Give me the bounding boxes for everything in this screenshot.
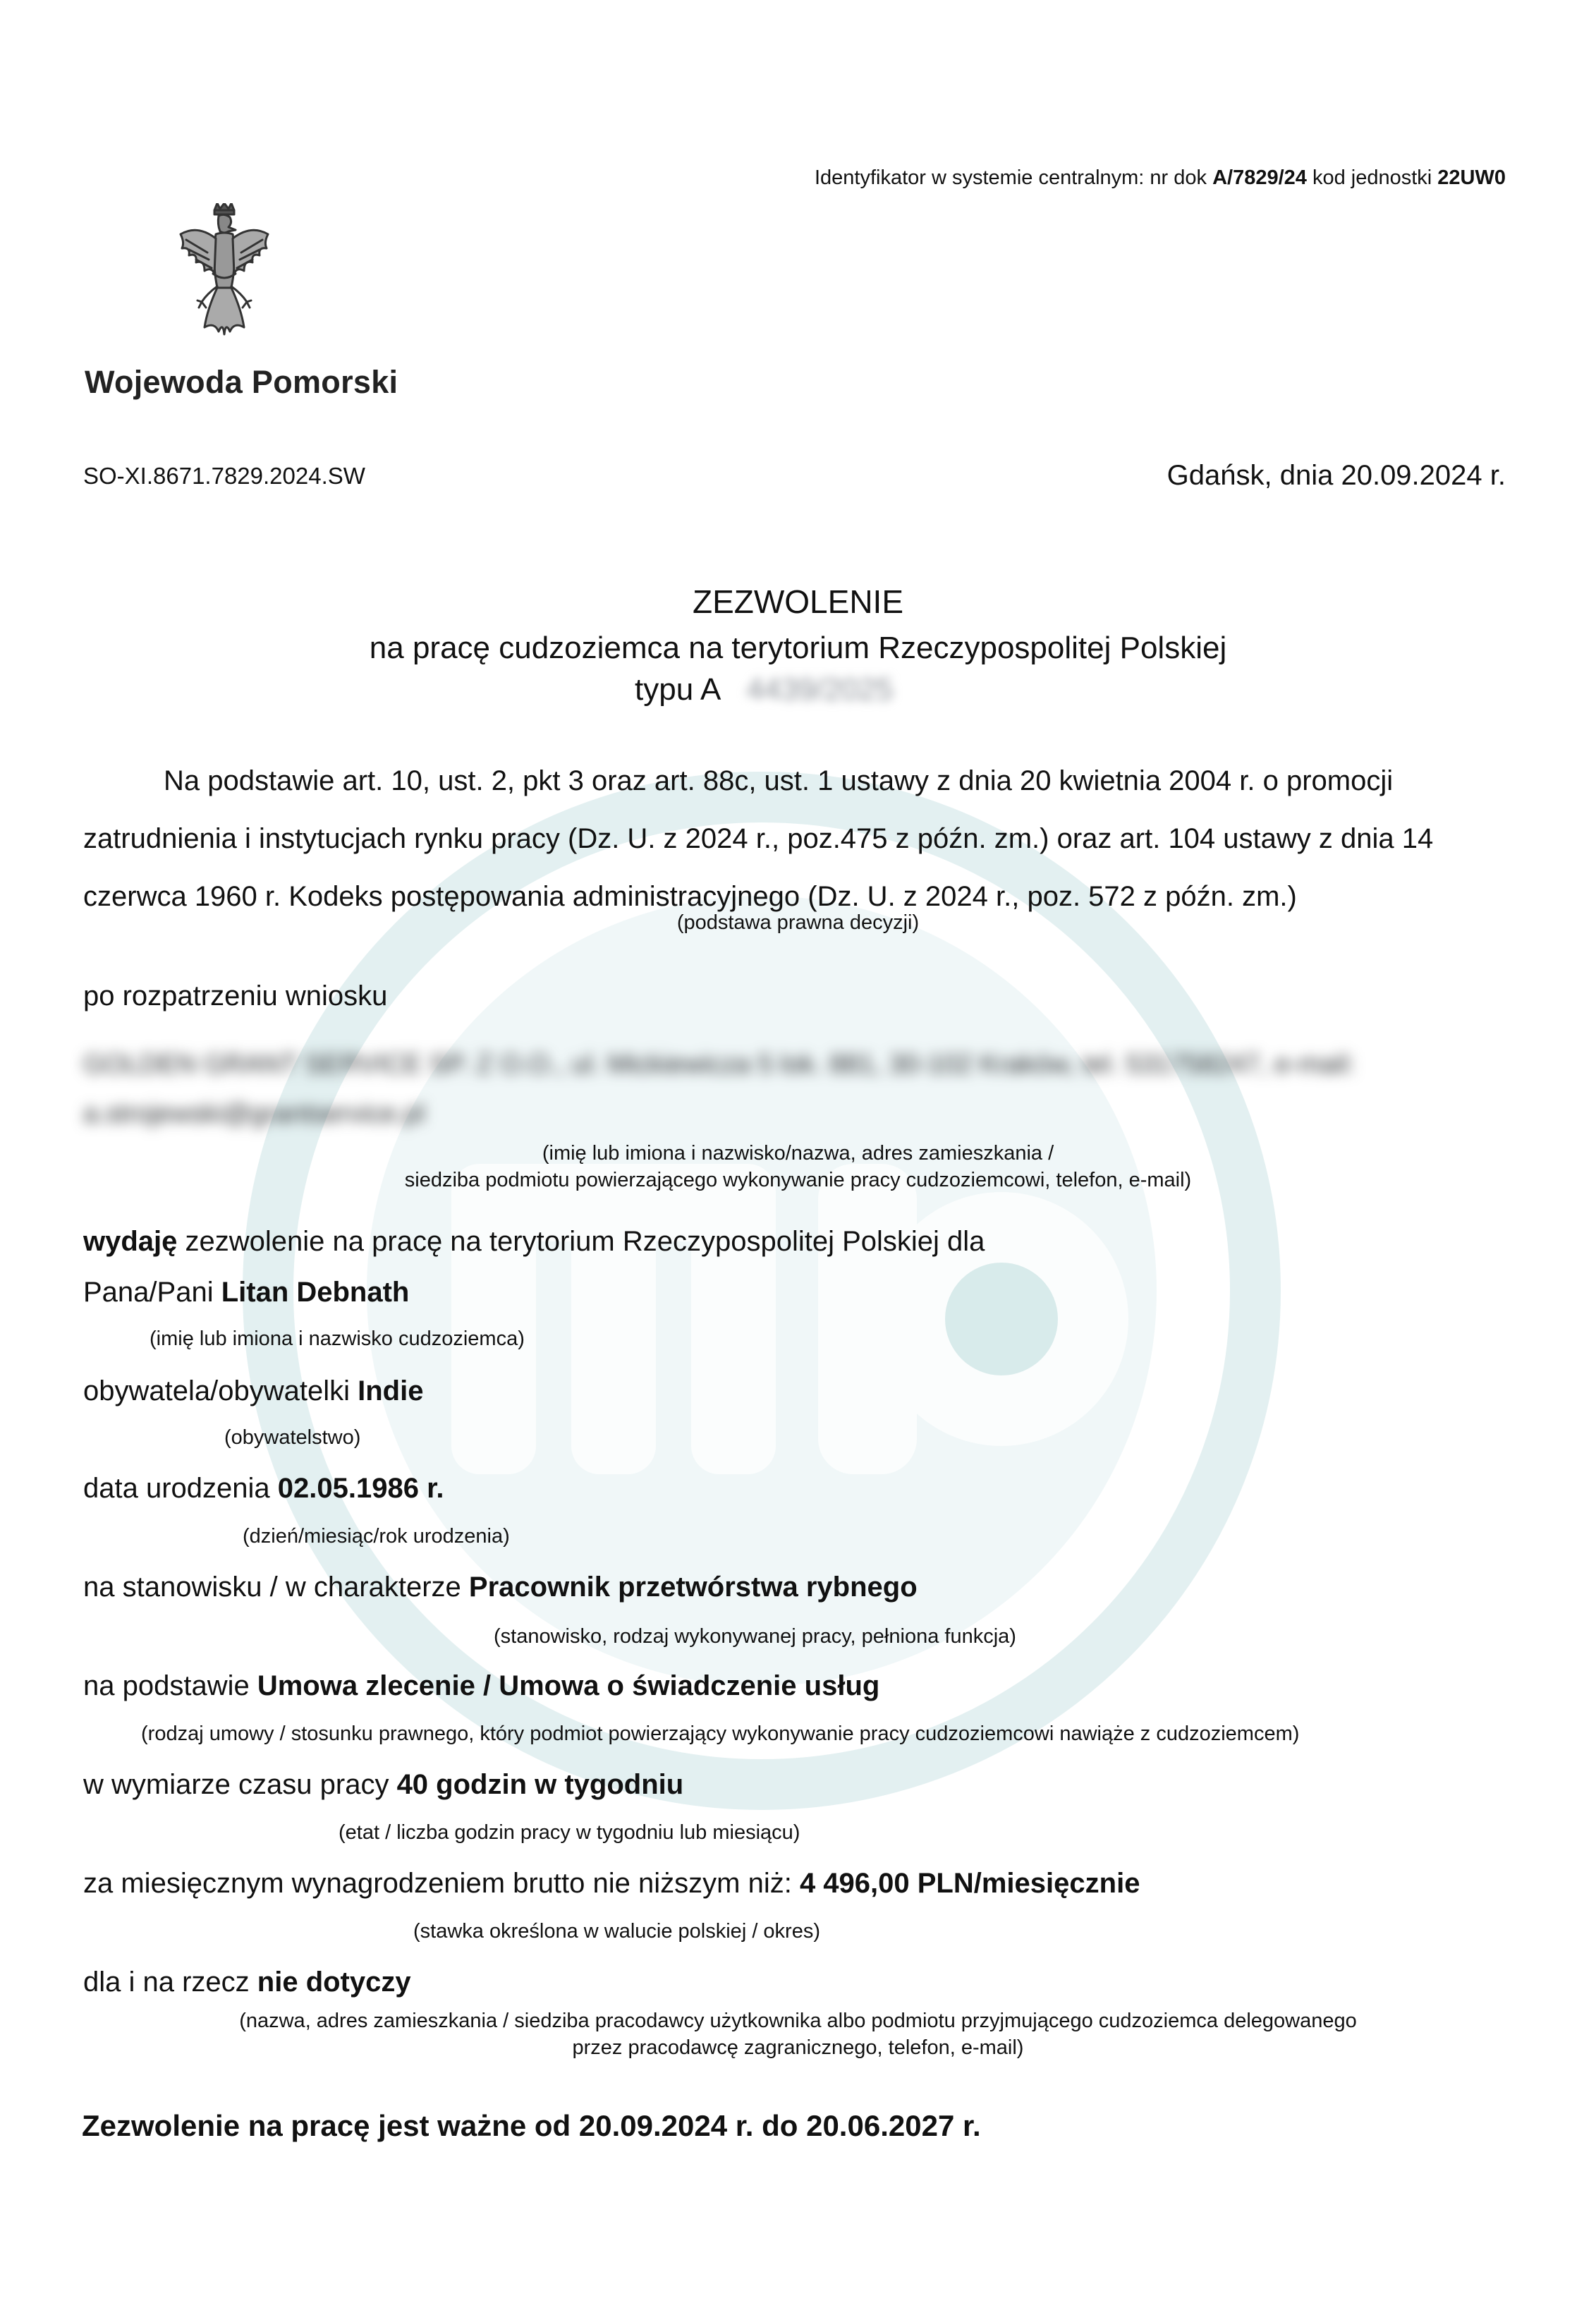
central-system-identifier <box>815 166 1506 190</box>
redacted-applicant-details: GOLDEN GRANT SERVICE SP. Z O.O., ul. Mickiewicza 5 lok. 881, 30-102 Kraków, tel. 531758247, e-mail: a.strojewski@grantservice.pl <box>83 1050 1356 1129</box>
issuing-authority: Wojewoda Pomorski <box>85 364 398 400</box>
user-employer-line <box>83 1967 411 1998</box>
document-number: A/7829/24 <box>1212 166 1307 189</box>
citizenship-label: obywatela/obywatelki <box>83 1375 358 1406</box>
citizenship-value: Indie <box>358 1375 424 1406</box>
for-caption-line-2: przez pracodawcę zagranicznego, telefon, e-mail) <box>572 2036 1024 2059</box>
unit-prefix: kod jednostki <box>1306 166 1438 189</box>
birth-date-line <box>83 1473 444 1505</box>
basis-label: na podstawie <box>83 1670 257 1701</box>
decision-text: zezwolenie na pracę na terytorium Rzeczypospolitej Polskiej dla <box>177 1226 985 1257</box>
applicant-caption <box>0 1140 1596 1193</box>
salary-caption: (stawka określona w walucie polskiej / okres) <box>413 1920 820 1943</box>
legal-basis-caption: (podstawa prawna decyzji) <box>676 911 920 934</box>
position-value: Pracownik przetwórstwa rybnego <box>468 1572 918 1603</box>
position-label: na stanowisku / w charakterze <box>83 1572 469 1603</box>
polish-eagle-emblem-icon <box>176 203 272 356</box>
document-title: ZEZWOLENIE <box>692 583 904 620</box>
salary-label: za miesięcznym wynagrodzeniem brutto nie niższym niż: <box>83 1868 800 1899</box>
citizenship-caption: (obywatelstwo) <box>224 1426 361 1449</box>
birth-date: 02.05.1986 r. <box>277 1473 444 1504</box>
validity-statement: Zezwolenie na pracę jest ważne od 20.09.2024 r. do 20.06.2027 r. <box>82 2109 981 2142</box>
legal-basis-text: Na podstawie art. 10, ust. 2, pkt 3 oraz art. 88c, ust. 1 ustawy z dnia 20 kwietnia 2004 r. o promocji zatrudnienia i instytucjach rynku pracy (Dz. U. z 2024 r., poz.475 z późn. zm.) oraz art. 104 ustawy z dnia 14 czerwca 1960 r. Kodeks postępowania administracyjnego (Dz. U. z 2024 r., poz. 572 z późn. zm.) <box>83 765 1434 912</box>
foreigner-name: Litan Debnath <box>221 1277 410 1308</box>
basis-value: Umowa zlecenie / Umowa o świadczenie usług <box>257 1670 880 1701</box>
birth-label: data urodzenia <box>83 1473 278 1504</box>
place-and-date: Gdańsk, dnia 20.09.2024 r. <box>1166 460 1506 491</box>
contract-basis-line <box>83 1670 879 1702</box>
case-number: SO-XI.8671.7829.2024.SW <box>83 463 365 489</box>
salary-value: 4 496,00 PLN/miesięcznie <box>799 1868 1140 1899</box>
name-label: Pana/Pani <box>83 1277 221 1308</box>
identifier-prefix: Identyfikator w systemie centralnym: nr dok <box>814 166 1213 189</box>
hours-caption: (etat / liczba godzin pracy w tygodniu lub miesiącu) <box>339 1821 800 1844</box>
position-caption: (stanowisko, rodzaj wykonywanej pracy, pełniona funkcja) <box>494 1625 1016 1648</box>
basis-caption: (rodzaj umowy / stosunku prawnego, który podmiot powierzający wykonywanie pracy cudzoziemcowi nawiąże z cudzoziemcem) <box>141 1722 1300 1745</box>
citizenship-line <box>83 1375 423 1407</box>
legal-basis-paragraph <box>83 752 1508 925</box>
user-employer-caption <box>0 2007 1596 2061</box>
birth-caption: (dzień/miesiąc/rok urodzenia) <box>243 1525 510 1548</box>
position-line <box>83 1572 918 1603</box>
applicant-caption-line-2: siedziba podmiotu powierzającego wykonywanie pracy cudzoziemcowi, telefon, e-mail) <box>404 1169 1192 1191</box>
name-caption: (imię lub imiona i nazwisko cudzoziemca) <box>150 1327 525 1350</box>
applicant-caption-line-1: (imię lub imiona i nazwisko/nazwa, adres zamieszkania / <box>542 1142 1054 1165</box>
unit-code: 22UW0 <box>1437 166 1506 189</box>
salary-line <box>83 1868 1140 1900</box>
decision-line <box>83 1226 985 1258</box>
application-label: po rozpatrzeniu wniosku <box>83 980 388 1011</box>
for-value: nie dotyczy <box>257 1967 411 1998</box>
for-caption-line-1: (nazwa, adres zamieszkania / siedziba pracodawcy użytkownika albo podmiotu przyjmującego cudzoziemca delegowanego <box>239 2010 1357 2032</box>
for-label: dla i na rzecz <box>83 1967 257 1998</box>
document-subtitle: na pracę cudzoziemca na terytorium Rzeczypospolitej Polskiej <box>369 631 1227 665</box>
hours-value: 40 godzin w tygodniu <box>396 1769 684 1800</box>
hours-label: w wymiarze czasu pracy <box>83 1769 397 1800</box>
foreigner-name-line <box>83 1277 409 1308</box>
decision-verb: wydaję <box>83 1226 178 1257</box>
redacted-permit-number: 4439/2025 <box>746 672 894 707</box>
permit-type: typu A <box>635 672 721 707</box>
permit-type-line <box>635 672 893 707</box>
working-hours-line <box>83 1769 683 1801</box>
